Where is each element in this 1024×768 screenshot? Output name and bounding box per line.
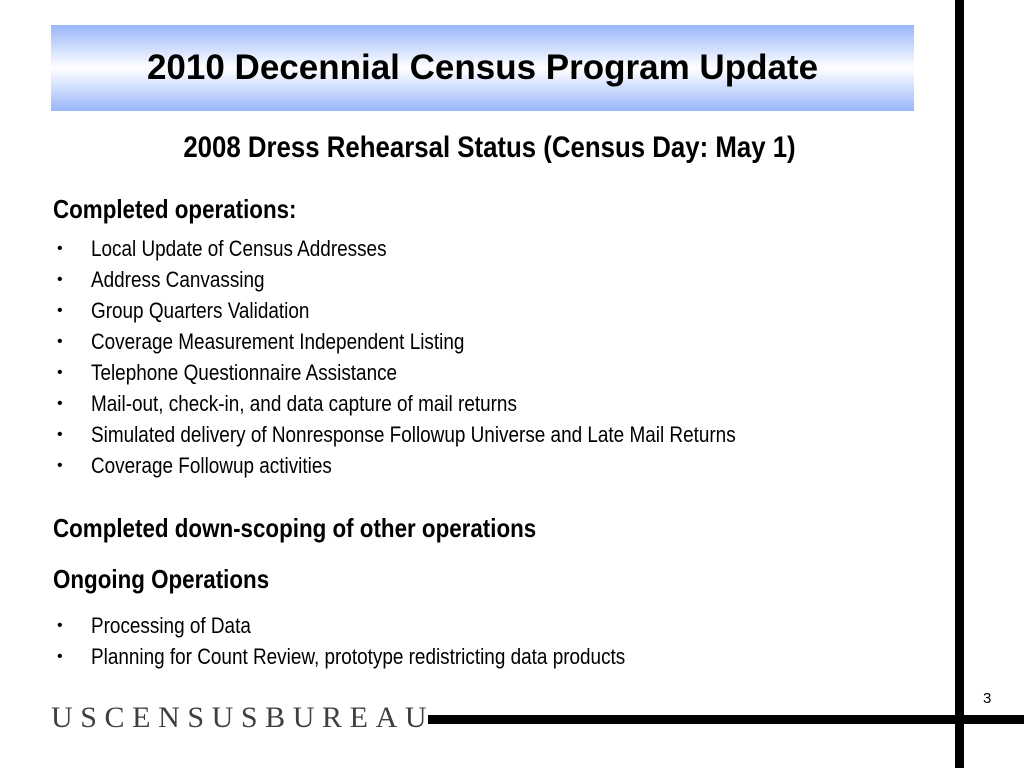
slide-title: 2010 Decennial Census Program Update [146, 48, 819, 87]
list-item-text: Coverage Followup activities [91, 453, 332, 478]
title-banner [51, 25, 914, 111]
bullet-icon: • [57, 364, 63, 381]
bullet-icon: • [57, 271, 63, 288]
page-number: 3 [983, 690, 992, 707]
bullet-icon: • [57, 395, 63, 412]
down-scoping-heading: Completed down-scoping of other operations [53, 513, 537, 543]
completed-operations-heading: Completed operations: [53, 194, 297, 224]
slide-subtitle: 2008 Dress Rehearsal Status (Census Day: May 1) [183, 131, 796, 164]
list-item-text: Coverage Measurement Independent Listing [91, 329, 465, 354]
horizontal-rule [428, 715, 1024, 724]
list-item-text: Simulated delivery of Nonresponse Followup Universe and Late Mail Returns [91, 422, 736, 447]
bullet-icon: • [57, 302, 63, 319]
list-item-text: Address Canvassing [91, 267, 265, 292]
list-item-text: Planning for Count Review, prototype redistricting data products [91, 644, 626, 669]
bullet-icon: • [57, 333, 63, 350]
list-item-text: Local Update of Census Addresses [91, 236, 387, 261]
list-item-text: Telephone Questionnaire Assistance [91, 360, 398, 385]
bullet-icon: • [57, 426, 63, 443]
vertical-rule [955, 0, 964, 768]
bullet-icon: • [57, 457, 63, 474]
bullet-icon: • [57, 240, 63, 257]
list-item-text: Processing of Data [91, 613, 251, 638]
bullet-icon: • [57, 648, 63, 665]
ongoing-operations-heading: Ongoing Operations [53, 564, 270, 594]
list-item-text: Group Quarters Validation [91, 298, 310, 323]
bullet-icon: • [57, 617, 63, 634]
list-item-text: Mail-out, check-in, and data capture of mail returns [91, 391, 517, 416]
census-bureau-logo: USCENSUSBUREAU [51, 701, 435, 734]
